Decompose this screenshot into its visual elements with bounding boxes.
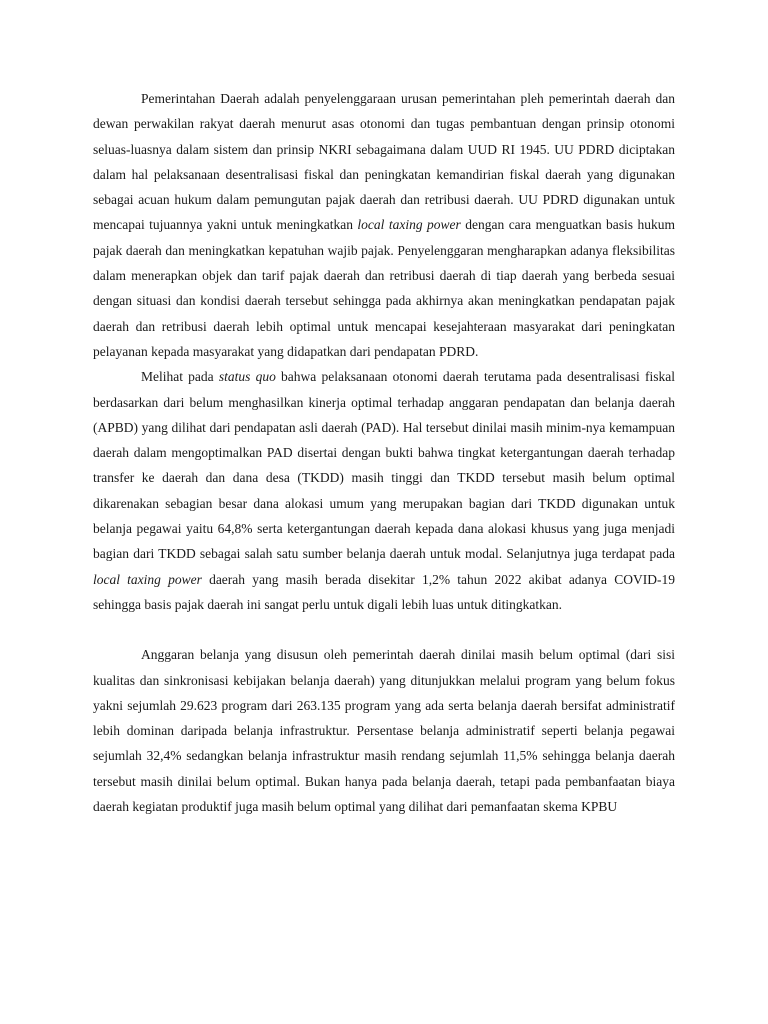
paragraph-1-text-b: dengan cara menguatkan basis hukum pajak daerah dan meningkatkan kepatuhan wajib pajak. Penyelenggaran mengharapkan adanya fleksibilitas dalam menerapkan objek dan tarif pajak daerah dan retribusi daerah di tiap daerah yang berbeda sesuai dengan situasi dan kondisi daerah tersebut sehingga pada akhirnya akan meningkatkan pendapatan pajak daerah dan retribusi daerah lebih optimal untuk mencapai kesejahteraan masyarakat dari peningkatan pelayanan kepada masyarakat yang didapatkan dari pendapatan PDRD. bbox=[93, 217, 675, 359]
paragraph-3-text-a: Anggaran belanja yang disusun oleh pemerintah daerah dinilai masih belum optimal (dari sisi kualitas dan sinkronisasi kebijakan belanja daerah) yang ditunjukkan melalui program yang belum fokus yakni sejumlah 29.623 program dari 263.135 program yang ada serta belanja daerah bersifat administratif lebih dominan daripada belanja infrastruktur. Persentase belanja administratif seperti belanja pegawai sejumlah 32,4% sedangkan belanja infrastruktur masih rendang sejumlah 11,5% sehingga belanja daerah tersebut masih dinilai belum optimal. Bukan hanya pada belanja daerah, tetapi pada pembanfaatan biaya daerah kegiatan produktif juga masih belum optimal yang dilihat dari pemanfaatan skema KPBU bbox=[93, 647, 675, 815]
document-page bbox=[93, 86, 675, 819]
paragraph-spacer bbox=[93, 617, 675, 642]
paragraph-1-text-a: Pemerintahan Daerah adalah penyelenggaraan urusan pemerintahan pleh pemerintah daerah dan dewan perwakilan rakyat daerah menurut asas otonomi dan tugas pembantuan dengan prinsip otonomi seluas-luasnya dalam sistem dan prinsip NKRI sebagaimana dalam UUD RI 1945. UU PDRD diciptakan dalam hal pelaksanaan desentralisasi fiskal dan peningkatan kemandirian fiskal daerah yang digunakan sebagai acuan hukum dalam pemungutan pajak daerah dan retribusi daerah. UU PDRD digunakan untuk mencapai tujuannya yakni untuk meningkatkan bbox=[93, 91, 675, 233]
paragraph-3 bbox=[93, 642, 675, 819]
paragraph-2-italic-term-1: status quo bbox=[218, 369, 276, 385]
paragraph-1-italic-term: local taxing power bbox=[357, 217, 461, 233]
paragraph-2 bbox=[93, 364, 675, 617]
paragraph-2-italic-term-2: local taxing power bbox=[93, 571, 202, 587]
paragraph-1 bbox=[93, 86, 675, 364]
paragraph-2-text-a: Melihat pada bbox=[141, 369, 219, 385]
paragraph-2-text-c: daerah yang masih berada disekitar 1,2% tahun 2022 akibat adanya COVID-19 sehingga basis pajak daerah ini sangat perlu untuk digali lebih luas untuk ditingkatkan. bbox=[93, 571, 675, 612]
paragraph-2-text-b: bahwa pelaksanaan otonomi daerah terutama pada desentralisasi fiskal berdasarkan dari belum menghasilkan kinerja optimal terhadap anggaran pendapatan dan belanja daerah (APBD) yang dilihat dari pendapatan asli daerah (PAD). Hal tersebut dinilai masih minim-nya kemampuan daerah dalam mengoptimalkan PAD disertai dengan bukti bahwa tingkat ketergantungan daerah terhadap transfer ke daerah dan dana desa (TKDD) masih tinggi dan TKDD tersebut masih belum optimal dikarenakan sebagian besar dana alokasi umum yang merupakan bagian dari TKDD digunakan untuk belanja pegawai yaitu 64,8% serta ketergantungan daerah kepada dana alokasi khusus yang juga menjadi bagian dari TKDD sebagai salah satu sumber belanja daerah untuk modal. Selanjutnya juga terdapat pada bbox=[93, 369, 675, 562]
